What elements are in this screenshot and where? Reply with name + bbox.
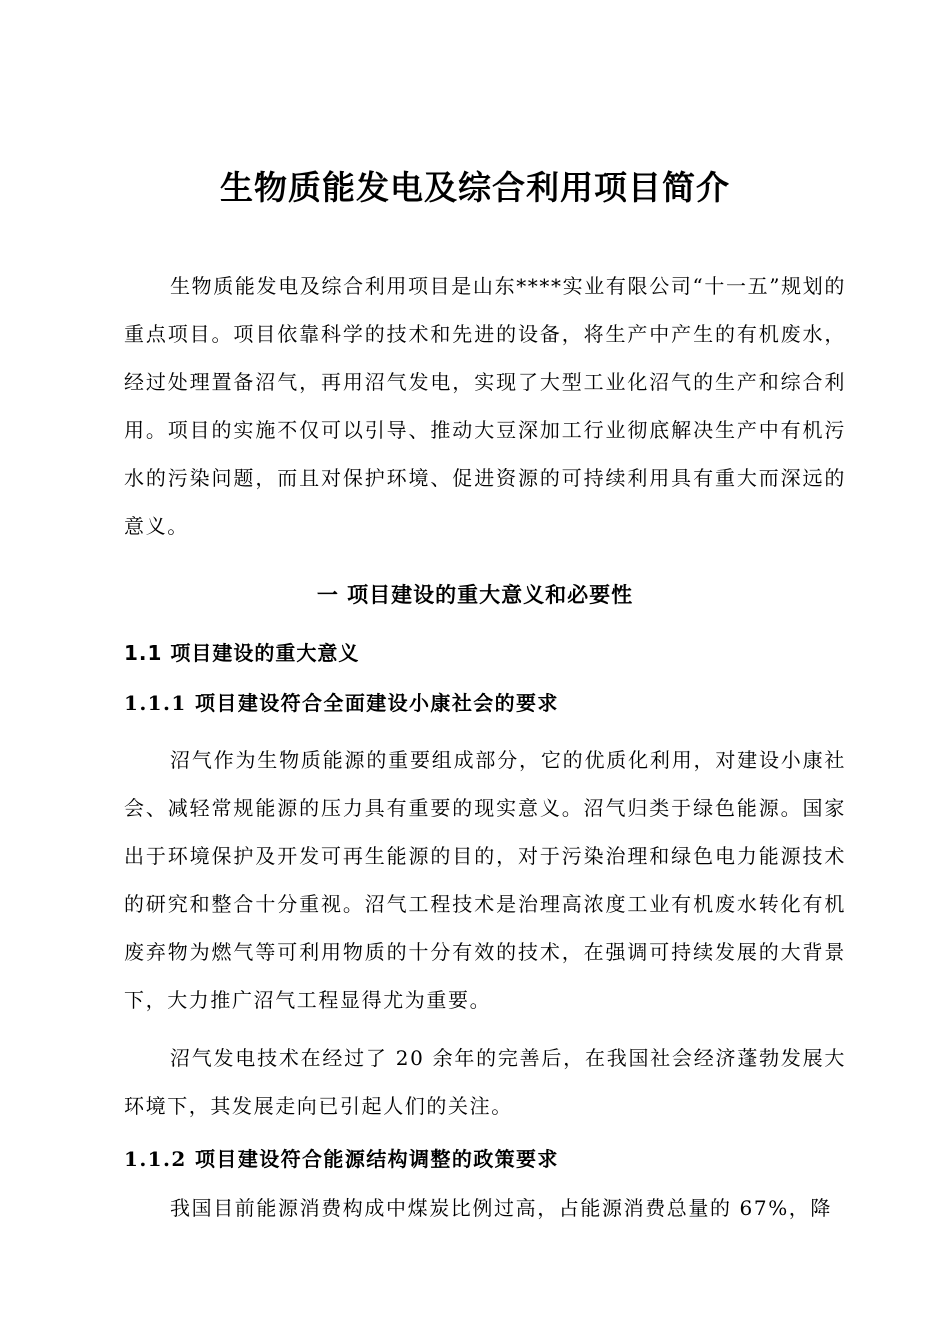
section-1-1-2-heading: 1.1.2 项目建设符合能源结构调整的政策要求 (124, 1147, 559, 1171)
document-title: 生物质能发电及综合利用项目简介 (220, 168, 730, 207)
section-1-1-1-heading: 1.1.1 项目建设符合全面建设小康社会的要求 (124, 691, 559, 715)
section-1-heading: 一 项目建设的重大意义和必要性 (316, 583, 634, 607)
section-1-1-1-paragraph-1: 沼气作为生物质能源的重要组成部分，它的优质化利用，对建设小康社会、减轻常规能源的压力具有重要的现实意义。沼气归类于绿色能源。国家出于环境保护及开发可再生能源的目的，对于污染治理和绿色电力能源技术的研究和整合十分重视。沼气工程技术是治理高浓度工业有机废水转化有机废弃物为燃气等可利用物质的十分有效的技术，在强调可持续发展的大背景下，大力推广沼气工程显得尤为重要。 (124, 748, 846, 1012)
section-1-1-heading: 1.1 项目建设的重大意义 (124, 641, 360, 665)
intro-paragraph: 生物质能发电及综合利用项目是山东****实业有限公司“十一五”规划的重点项目。项目依靠科学的技术和先进的设备，将生产中产生的有机废水，经过处理置备沼气，再用沼气发电，实现了大型工业化沼气的生产和综合利用。项目的实施不仅可以引导、推动大豆深加工行业彻底解决生产中有机污水的污染问题，而且对保护环境、促进资源的可持续利用具有重大而深远的意义。 (124, 274, 846, 538)
section-1-1-1-paragraph-2: 沼气发电技术在经过了 20 余年的完善后，在我国社会经济蓬勃发展大环境下，其发展走向已引起人们的关注。 (124, 1046, 846, 1118)
section-1-1-2-paragraph-1: 我国目前能源消费构成中煤炭比例过高，占能源消费总量的 67%，降 (170, 1196, 833, 1220)
